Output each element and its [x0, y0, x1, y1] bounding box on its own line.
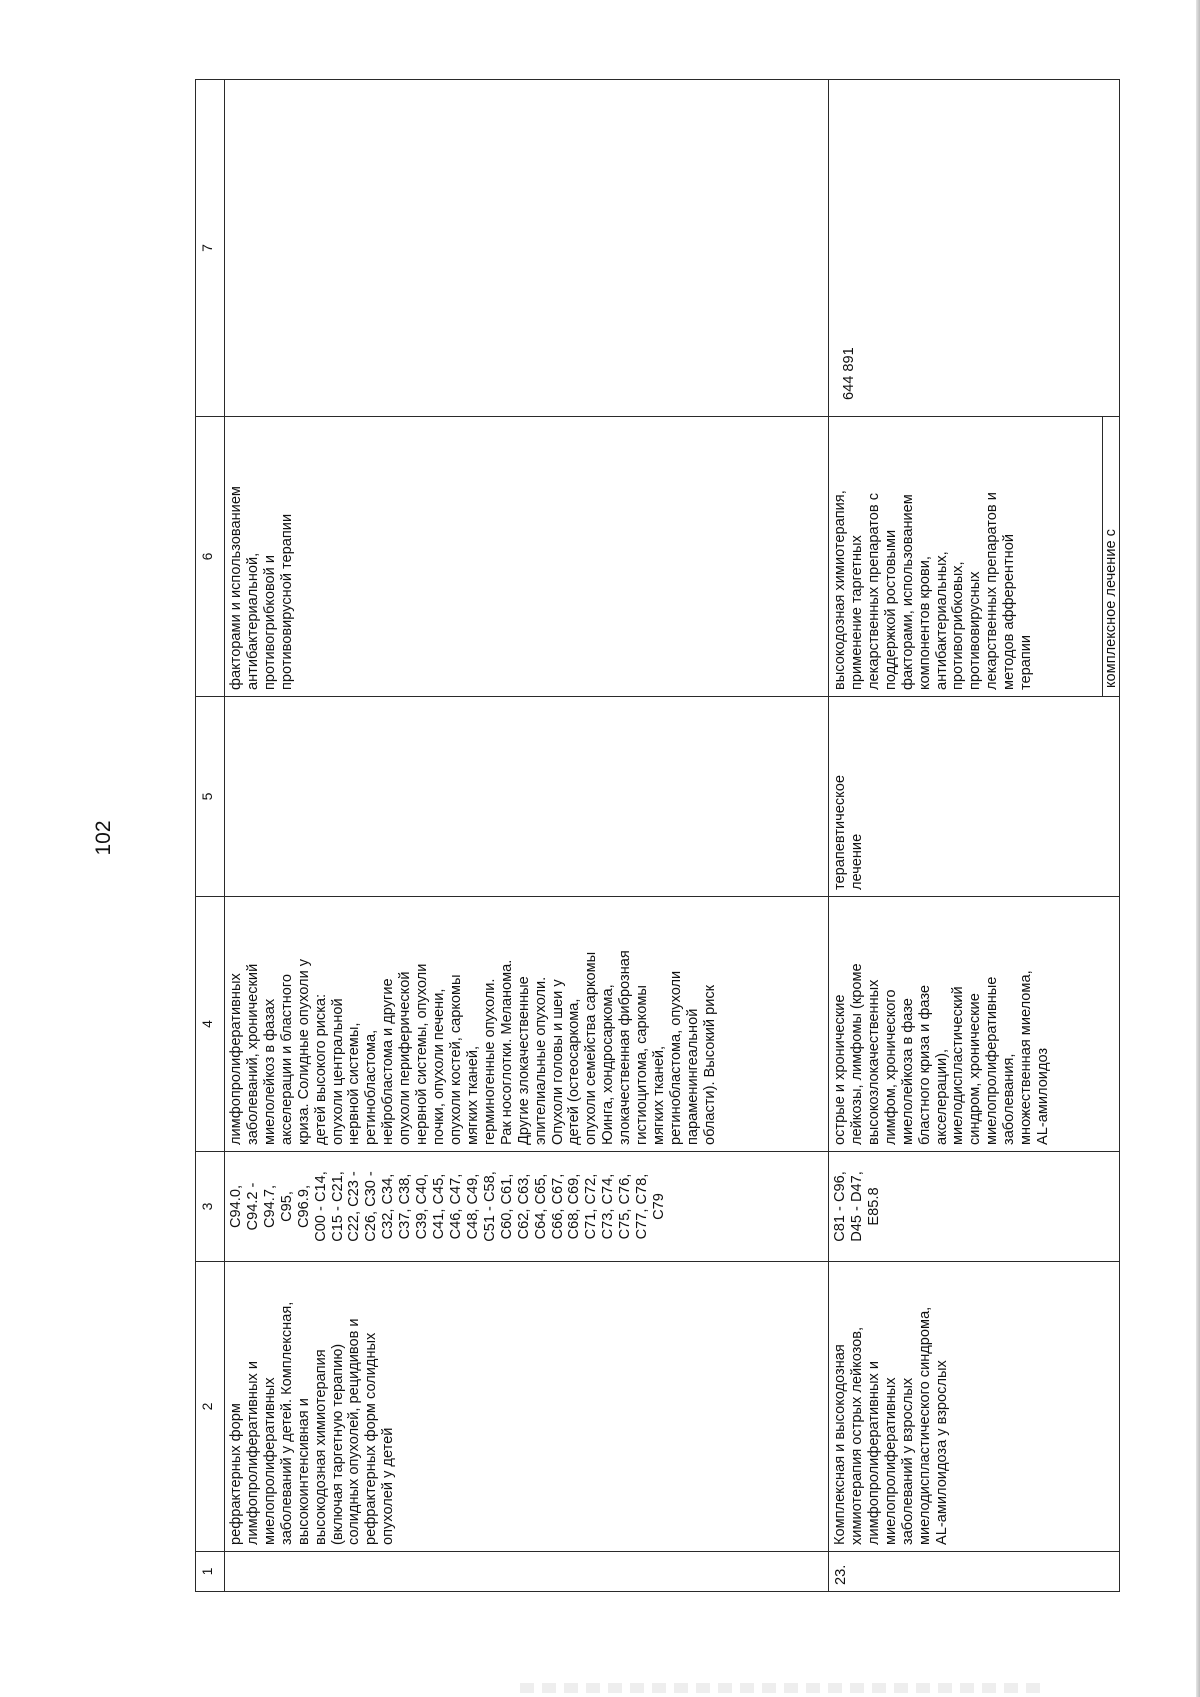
- cost-cell: [225, 80, 829, 417]
- row-number-cell: 23.: [829, 1552, 1120, 1592]
- treatment-type-cell: [225, 697, 829, 897]
- header-col-7: 7: [196, 80, 225, 417]
- scan-edge-shadow: [1196, 0, 1200, 1697]
- header-col-4: 4: [196, 897, 225, 1152]
- table-row: [225, 80, 829, 1592]
- treatment-method-cell: [829, 417, 1120, 697]
- header-col-6: 6: [196, 417, 225, 697]
- table-row: [829, 80, 1120, 1592]
- patient-model-cell: лимфопролиферативных заболеваний, хронический миелолейкоз в фазах акселерации и бластного криза. Солидные опухоли у детей высокого риска: опухоли центральной нервной системы, ретинобластома, нейробластома и другие опухоли периферической нервной системы, опухоли почки, опухоли печени, опухоли костей, саркомы мягких тканей, герминогенные опухоли. Рак носоглотки. Меланома. Другие злокачественные эпителиальные опухоли. Опухоли головы и шеи у детей (остеосаркома, опухоли семейства саркомы Юинга, хондросаркома, злокачественная фиброзная гистиоцитома, саркомы мягких тканей, ретинобластома, опухоли параменингеальной области). Высокий риск: [225, 897, 829, 1152]
- header-row: [196, 80, 225, 1592]
- header-col-5: 5: [196, 697, 225, 897]
- icd-codes-cell: C94.0, C94.2 - C94.7, C95, C96.9, C00 - C14, C15 - C21, C22, C23 - C26, C30 - C32, C34, C37, C38, C39, C40, C41, C45, C46, C47, C48, C49, C51 - C58, C60, C61, C62, C63, C64, C65, C66, C67, C68, C69, C71, C72, C73, C74, C75, C76, C77, C78, C79: [225, 1152, 829, 1262]
- rotated-table-container: [195, 80, 1119, 1592]
- method-name-cell: рефрактерных форм лимфопролиферативных и миелопролиферативных заболеваний у детей. Комплексная, высокоинтенсивная и высокодозная химиотерапия (включая таргетную терапию) солидных опухолей, рецидивов и рефрактерных форм солидных опухолей у детей: [225, 1262, 829, 1552]
- method-name-cell: Комплексная и высокодозная химиотерапия острых лейкозов, лимфопролиферативных и миелопролиферативных заболеваний у взрослых миелодиспластического синдрома, AL-амилоидоза у взрослых: [829, 1262, 1120, 1552]
- header-col-2: 2: [196, 1262, 225, 1552]
- page-number: 102: [92, 820, 115, 856]
- header-col-1: 1: [196, 1552, 225, 1592]
- cost-cell: 644 891: [829, 80, 1120, 417]
- icd-codes-cell: C81 - C96, D45 - D47, E85.8: [829, 1152, 1120, 1262]
- treatment-method-cell: факторами и использованием антибактериальной, противогрибковой и противовирусной терапии: [225, 417, 829, 697]
- treatment-method-continuation: комплексное лечение с: [1102, 417, 1119, 696]
- row-number-cell: [225, 1552, 829, 1592]
- treatment-type-cell: терапевтическое лечение: [829, 697, 1120, 897]
- scan-artifact: [520, 1683, 1040, 1693]
- patient-model-cell: острые и хронические лейкозы, лимфомы (кроме высокозлокачественных лимфом, хронического миелолейкоза в фазе бластного криза и фазе акселерации), миелодиспластический синдром, хронические миелопролиферативные заболевания, множественная миелома, AL-амилоидоз: [829, 897, 1120, 1152]
- header-col-3: 3: [196, 1152, 225, 1262]
- treatment-table: [195, 79, 1120, 1592]
- treatment-method-text: высокодозная химиотерапия, применение таргетных лекарственных препаратов с поддержкой ростовыми факторами, использованием компонентов крови, антибактериальных, противогрибковых, противовирусных лекарственных препаратов и методов афферентной терапии: [832, 490, 1035, 690]
